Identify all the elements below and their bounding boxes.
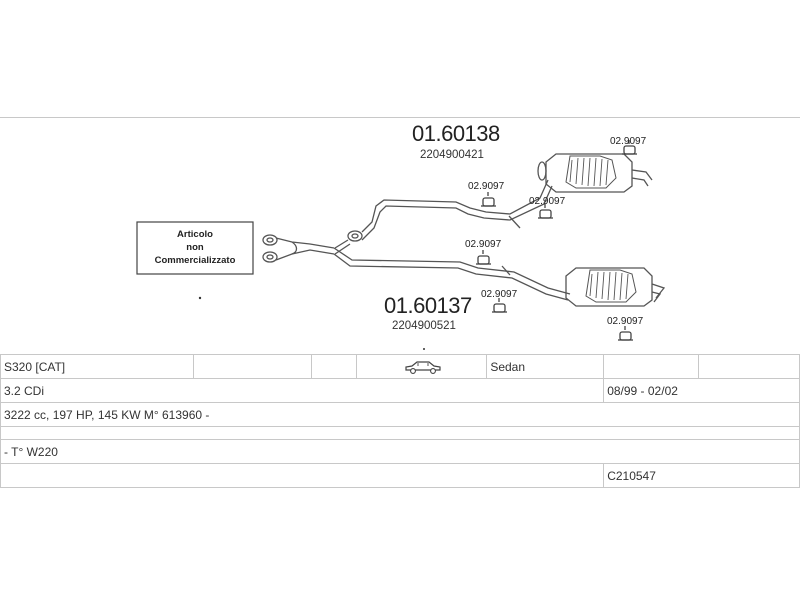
clamp-code: 02.9097 bbox=[607, 316, 644, 327]
production-years: 08/99 - 02/02 bbox=[604, 379, 800, 403]
upper-part-code: 01.60138 bbox=[412, 121, 500, 146]
clamp-code: 02.9097 bbox=[465, 239, 502, 250]
info-row-ref bbox=[1, 464, 800, 488]
front-pipe-drawing bbox=[263, 235, 334, 262]
dot-mark-2 bbox=[423, 348, 425, 350]
dot-mark bbox=[199, 297, 201, 299]
info-row-model bbox=[1, 355, 800, 379]
engine-name: 3.2 CDi bbox=[1, 379, 604, 403]
clamp-code: 02.9097 bbox=[610, 136, 647, 147]
clamp-code: 02.9097 bbox=[529, 196, 566, 207]
lower-part-code: 01.60137 bbox=[384, 293, 472, 318]
upper-pipe-drawing bbox=[335, 180, 552, 254]
upper-oem-code: 2204900421 bbox=[420, 149, 484, 161]
info-row-type bbox=[1, 440, 800, 464]
note-line-1: Articolo bbox=[177, 229, 213, 240]
lower-oem-code: 2204900521 bbox=[392, 320, 456, 332]
note-line-3: Commercializzato bbox=[154, 255, 236, 266]
clamp-icon bbox=[618, 326, 633, 340]
clamp-icon bbox=[492, 298, 507, 312]
note-line-2: non bbox=[186, 242, 204, 253]
info-row-spacer bbox=[1, 427, 800, 440]
lower-muffler-drawing bbox=[566, 268, 664, 306]
body-type: Sedan bbox=[487, 355, 604, 379]
info-row-engine bbox=[1, 379, 800, 403]
info-row-specs bbox=[1, 403, 800, 427]
clamp-code: 02.9097 bbox=[468, 181, 505, 192]
type-code: - T° W220 bbox=[1, 440, 800, 464]
not-sold-note-box bbox=[137, 222, 253, 274]
engine-specs: 3222 cc, 197 HP, 145 KW M° 613960 - bbox=[1, 403, 800, 427]
sedan-car-icon bbox=[403, 359, 443, 375]
model-name: S320 [CAT] bbox=[1, 355, 194, 379]
upper-muffler-drawing bbox=[538, 154, 652, 192]
vehicle-info-table bbox=[0, 354, 800, 488]
clamp-icon bbox=[481, 192, 496, 206]
reference-code: C210547 bbox=[604, 464, 800, 488]
clamp-code: 02.9097 bbox=[481, 289, 518, 300]
clamp-icon bbox=[476, 250, 491, 264]
